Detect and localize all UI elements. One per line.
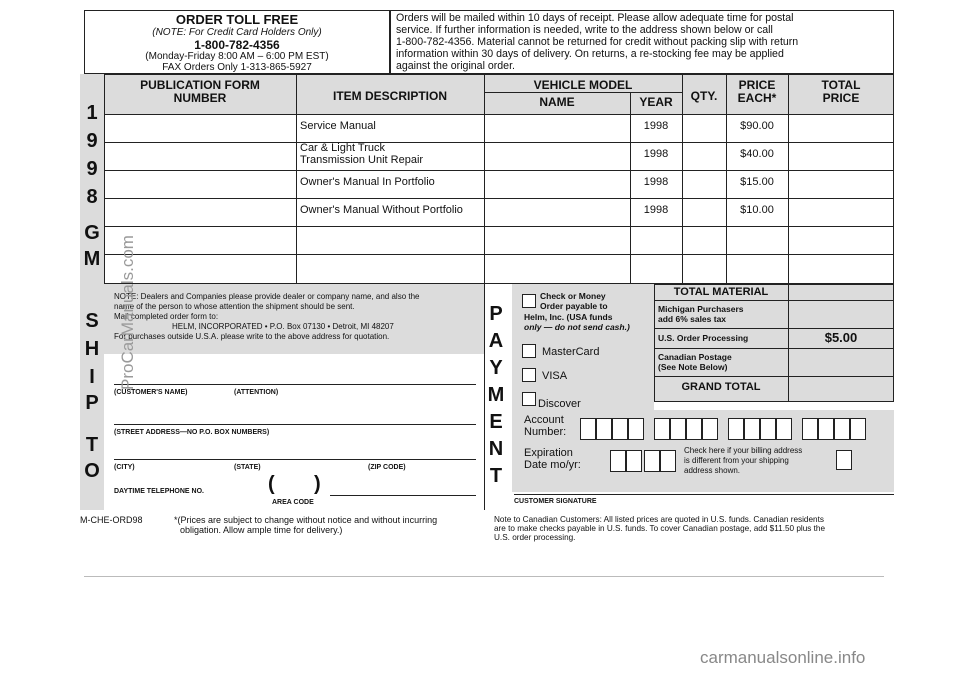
- canada-note-1: Note to Canadian Customers: All listed prices are quoted in U.S. funds. Canadian residents: [494, 515, 824, 524]
- business-hours: (Monday-Friday 8:00 AM – 6:00 PM EST): [145, 51, 329, 62]
- total-price-input[interactable]: [789, 115, 893, 141]
- canada-note-2: are to make checks payable in U.S. funds. To cover Canadian postage, add $11.50 plus the: [494, 524, 826, 533]
- account-digit-box[interactable]: [802, 418, 818, 440]
- header-price-each-1: PRICE: [738, 78, 776, 92]
- michigan-label-1: Michigan Purchasers: [658, 304, 744, 314]
- header-number: NUMBER: [173, 91, 227, 105]
- ship-letter-t: T: [85, 434, 99, 456]
- header-publication-form: PUBLICATION FORM: [140, 78, 260, 92]
- header-price-each-2: EACH*: [737, 91, 777, 105]
- discover-label: Discover: [538, 398, 581, 410]
- pay-letter-p: P: [489, 303, 503, 325]
- order-toll-free-heading: ORDER TOLL FREE: [175, 12, 299, 27]
- account-digit-box[interactable]: [760, 418, 776, 440]
- order-info-line: service. If further information is needed, write to the address shown below or call: [396, 24, 773, 36]
- pay-letter-m: M: [487, 384, 505, 406]
- check-line-3: Helm, Inc. (USA funds: [524, 312, 613, 322]
- order-info-line: Orders will be mailed within 10 days of receipt. Please allow adequate time for postal: [396, 12, 794, 24]
- exp-year-digit[interactable]: [644, 450, 660, 472]
- attention-label: (ATTENTION): [234, 389, 279, 396]
- fax-number: FAX Orders Only 1-313-865-5927: [162, 62, 312, 73]
- billing-note-2: is different from your shipping: [684, 456, 789, 465]
- account-label-2: Number:: [524, 426, 567, 438]
- grand-total-label: GRAND TOTAL: [681, 381, 761, 393]
- visa-label: VISA: [542, 370, 568, 382]
- canadian-label-2: (See Note Below): [658, 362, 728, 372]
- billing-address-checkbox[interactable]: [836, 450, 852, 470]
- michigan-label-2: add 6% sales tax: [658, 314, 727, 324]
- area-code-label: AREA CODE: [272, 499, 314, 506]
- account-digit-box[interactable]: [744, 418, 760, 440]
- account-digit-box[interactable]: [776, 418, 792, 440]
- ship-note-line: NOTE: Dealers and Companies please provide dealer or company name, and also the: [114, 292, 420, 301]
- ship-letter-p: P: [85, 392, 99, 414]
- order-form: [80, 10, 894, 542]
- ship-letter-o: O: [84, 460, 100, 482]
- toll-free-phone[interactable]: 1-800-782-4356: [194, 38, 280, 52]
- order-info-line: against the original order.: [396, 60, 515, 72]
- customer-signature-label: CUSTOMER SIGNATURE: [514, 498, 597, 505]
- side-letter-1: 1: [86, 102, 98, 124]
- side-letter-9: 9: [86, 130, 98, 152]
- mastercard-checkbox[interactable]: [522, 344, 536, 358]
- row-year: 1998: [643, 120, 669, 132]
- exp-year-digit[interactable]: [660, 450, 676, 472]
- street-address-label: (STREET ADDRESS—NO P.O. BOX NUMBERS): [114, 429, 270, 436]
- bottom-rule: [84, 576, 884, 577]
- pay-letter-t: T: [489, 465, 503, 487]
- credit-card-note: (NOTE: For Credit Card Holders Only): [152, 27, 322, 38]
- side-letter-m: M: [83, 248, 101, 270]
- form-code: M-CHE-ORD98: [80, 515, 143, 525]
- billing-note-3: address shown.: [684, 466, 741, 475]
- account-digit-box[interactable]: [686, 418, 702, 440]
- city-label: (CITY): [114, 464, 135, 471]
- ship-note-line: name of the person to whose attention the shipment should be sent.: [114, 302, 355, 311]
- total-material-label: TOTAL MATERIAL: [673, 286, 769, 298]
- account-digit-box[interactable]: [628, 418, 644, 440]
- row-description: Car & Light Truck: [300, 142, 385, 154]
- area-code-open-paren: (: [268, 473, 275, 495]
- ship-note-line: Mail completed order form to:: [114, 312, 219, 321]
- header-name: NAME: [539, 95, 575, 109]
- account-digit-box[interactable]: [670, 418, 686, 440]
- canada-note-3: U.S. order processing.: [494, 533, 576, 542]
- account-digit-box[interactable]: [834, 418, 850, 440]
- visa-checkbox[interactable]: [522, 368, 536, 382]
- street-address-line[interactable]: [114, 424, 476, 425]
- check-line-4: only — do not send cash.): [524, 322, 630, 332]
- account-digit-box[interactable]: [596, 418, 612, 440]
- processing-value: $5.00: [824, 330, 858, 345]
- ship-letter-i: I: [89, 366, 95, 388]
- signature-line[interactable]: [514, 494, 894, 495]
- qty-input[interactable]: [683, 115, 725, 141]
- row-year: 1998: [643, 176, 669, 188]
- grand-total-input[interactable]: [789, 377, 893, 401]
- side-letter-8: 8: [86, 186, 98, 208]
- exp-month-digit[interactable]: [626, 450, 642, 472]
- ship-note-address: HELM, INCORPORATED • P.O. Box 07130 • Detroit, MI 48207: [172, 322, 394, 331]
- prices-note-1: *(Prices are subject to change without notice and without incurring: [174, 515, 438, 525]
- header-qty: QTY.: [690, 89, 718, 103]
- exp-month-digit[interactable]: [610, 450, 626, 472]
- row-year: 1998: [643, 204, 669, 216]
- account-digit-box[interactable]: [612, 418, 628, 440]
- side-letter-9: 9: [86, 158, 98, 180]
- phone-line[interactable]: [330, 495, 476, 496]
- payment-divider: [484, 284, 485, 510]
- account-digit-box[interactable]: [702, 418, 718, 440]
- account-label-1: Account: [524, 414, 564, 426]
- header-vehicle-model: VEHICLE MODEL: [533, 78, 633, 92]
- mastercard-label: MasterCard: [542, 346, 600, 358]
- pay-letter-e: E: [489, 411, 503, 433]
- canadian-label-1: Canadian Postage: [658, 352, 732, 362]
- vertical-watermark: ProCarManuals.com: [118, 235, 137, 390]
- state-label: (STATE): [234, 464, 261, 471]
- pay-letter-y: Y: [489, 357, 503, 379]
- row-description: Owner's Manual In Portfolio: [300, 176, 435, 188]
- zip-label: (ZIP CODE): [368, 464, 406, 471]
- billing-note-1: Check here if your billing address: [684, 446, 803, 455]
- prices-note-2: obligation. Allow ample time for delivery.): [180, 525, 343, 535]
- account-digit-box[interactable]: [728, 418, 744, 440]
- row-description-2: Transmission Unit Repair: [300, 154, 424, 166]
- daytime-phone-label: DAYTIME TELEPHONE NO.: [114, 488, 204, 495]
- header-year: YEAR: [639, 95, 673, 109]
- account-digit-box[interactable]: [850, 418, 866, 440]
- ship-note-line: For purchases outside U.S.A. please write to the above address for quotation.: [114, 332, 390, 341]
- ship-letter-h: H: [84, 338, 100, 360]
- processing-label: U.S. Order Processing: [658, 333, 749, 343]
- expiration-label-2: Date mo/yr:: [524, 459, 581, 471]
- header-total-price-2: PRICE: [822, 91, 860, 105]
- account-digit-box[interactable]: [654, 418, 670, 440]
- row-year: 1998: [643, 148, 669, 160]
- row-price: $90.00: [740, 120, 774, 132]
- header-item-description: ITEM DESCRIPTION: [332, 89, 447, 103]
- area-code-close-paren: ): [314, 473, 321, 495]
- expiration-label-1: Expiration: [524, 447, 573, 459]
- account-digit-box[interactable]: [580, 418, 596, 440]
- account-digit-box[interactable]: [818, 418, 834, 440]
- pay-letter-n: N: [488, 438, 504, 460]
- ship-letter-s: S: [85, 310, 99, 332]
- order-info-line: 1-800-782-4356. Material cannot be returned for credit without packing slip with return: [396, 36, 799, 48]
- order-info-line: information within 30 days of delivery. On returns, a re-stocking fee may be applied: [396, 48, 784, 60]
- bottom-watermark: carmanualsonline.info: [700, 648, 866, 667]
- discover-checkbox[interactable]: [522, 392, 536, 406]
- check-line-1: Check or Money: [540, 291, 606, 301]
- side-letter-g: G: [84, 222, 100, 244]
- check-line-2: Order payable to: [540, 301, 608, 311]
- row-price: $15.00: [740, 176, 774, 188]
- customer-name-line[interactable]: [114, 384, 476, 385]
- customer-name-label: (CUSTOMER'S NAME): [114, 389, 188, 396]
- row-price: $10.00: [740, 204, 774, 216]
- city-state-zip-line[interactable]: [114, 459, 476, 460]
- pay-letter-a: A: [488, 330, 504, 352]
- header-total-price-1: TOTAL: [821, 78, 861, 92]
- row-price: $40.00: [740, 148, 774, 160]
- row-description: Service Manual: [300, 120, 376, 132]
- check-money-order-checkbox[interactable]: [522, 294, 536, 308]
- row-description: Owner's Manual Without Portfolio: [300, 204, 463, 216]
